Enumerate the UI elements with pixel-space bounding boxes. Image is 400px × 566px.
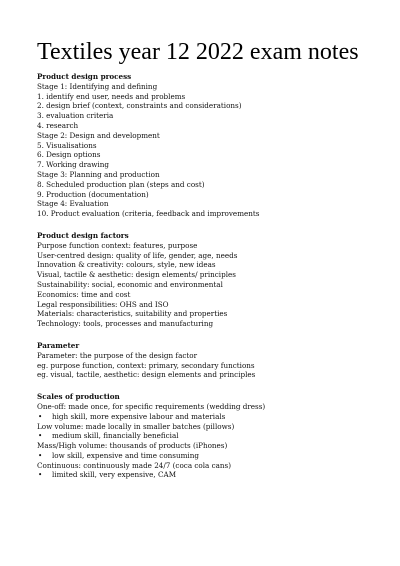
text-line: eg. visual, tactile, aesthetic: design elements and principles (37, 370, 256, 380)
text-line: Low volume: made locally in smaller batches (pillows) (37, 421, 235, 431)
bullet-item (37, 470, 387, 480)
bullet-item (37, 412, 387, 422)
text-line: One-off: made once, for specific requirements (wedding dress) (37, 401, 266, 411)
text-line: 5. Visualisations (37, 140, 97, 150)
page-title: Textiles year 12 2022 exam notes (37, 39, 359, 65)
text-line: 10. Product evaluation (criteria, feedback and improvements (37, 209, 260, 219)
text-line: Materials: characteristics, suitability and properties (37, 309, 228, 319)
bullet-icon: • (38, 431, 43, 441)
bullet-icon: • (38, 411, 43, 421)
text-line: User-centred design: quality of life, gender, age, needs (37, 250, 238, 260)
text-line: Technology: tools, processes and manufacturing (37, 319, 214, 329)
bullet-text: limited skill, very expensive, CAM (52, 470, 177, 480)
text-line: Stage 2: Design and development (37, 130, 160, 140)
section-parameter (37, 341, 387, 380)
bullet-text: low skill, expensive and time consuming (52, 450, 199, 460)
text-line: eg. purpose function, context: primary, secondary functions (37, 360, 255, 370)
text-line: 6. Design options (37, 150, 101, 160)
text-line: Purpose function context: features, purpose (37, 240, 198, 250)
text-line: 9. Production (documentation) (37, 189, 149, 199)
bullet-text: medium skill, financially beneficial (52, 431, 179, 441)
section-heading: Scales of production (37, 392, 120, 402)
text-line: 2. design brief (context, constraints and considerations) (37, 101, 242, 111)
text-line: 3. evaluation criteria (37, 111, 114, 121)
text-line: Stage 1: Identifying and defining (37, 81, 158, 91)
text-line: Sustainability: social, economic and environmental (37, 279, 223, 289)
text-line: 4. research (37, 120, 79, 130)
bullet-item (37, 431, 387, 441)
text-line: Stage 3: Planning and production (37, 169, 160, 179)
bullet-icon: • (38, 470, 43, 480)
text-line: Parameter: the purpose of the design factor (37, 350, 198, 360)
bullet-icon: • (38, 450, 43, 460)
text-line: Innovation & creativity: colours, style, new ideas (37, 260, 216, 270)
section-heading: Parameter (37, 340, 80, 350)
text-line: Visual, tactile & aesthetic: design elements/ principles (37, 270, 236, 280)
bullet-text: high skill, more expensive labour and materials (52, 411, 226, 421)
text-line: 8. Scheduled production plan (steps and cost) (37, 179, 205, 189)
section-product-design-factors (37, 231, 387, 329)
section-product-design-process (37, 72, 387, 219)
section-heading: Product design process (37, 72, 132, 81)
document-page (37, 38, 387, 492)
section-scales-of-production (37, 392, 387, 480)
text-line: 7. Working drawing (37, 160, 109, 170)
text-line: Legal responsibilities: OHS and ISO (37, 299, 169, 309)
text-line: Stage 4: Evaluation (37, 199, 109, 209)
section-heading: Product design factors (37, 230, 129, 240)
text-line: Continuous: continuously made 24/7 (coca cola cans) (37, 460, 232, 470)
text-line: Economics: time and cost (37, 289, 131, 299)
bullet-item (37, 451, 387, 461)
text-line: 1. identify end user, needs and problems (37, 91, 186, 101)
text-line: Mass/High volume: thousands of products (iPhones) (37, 441, 228, 451)
